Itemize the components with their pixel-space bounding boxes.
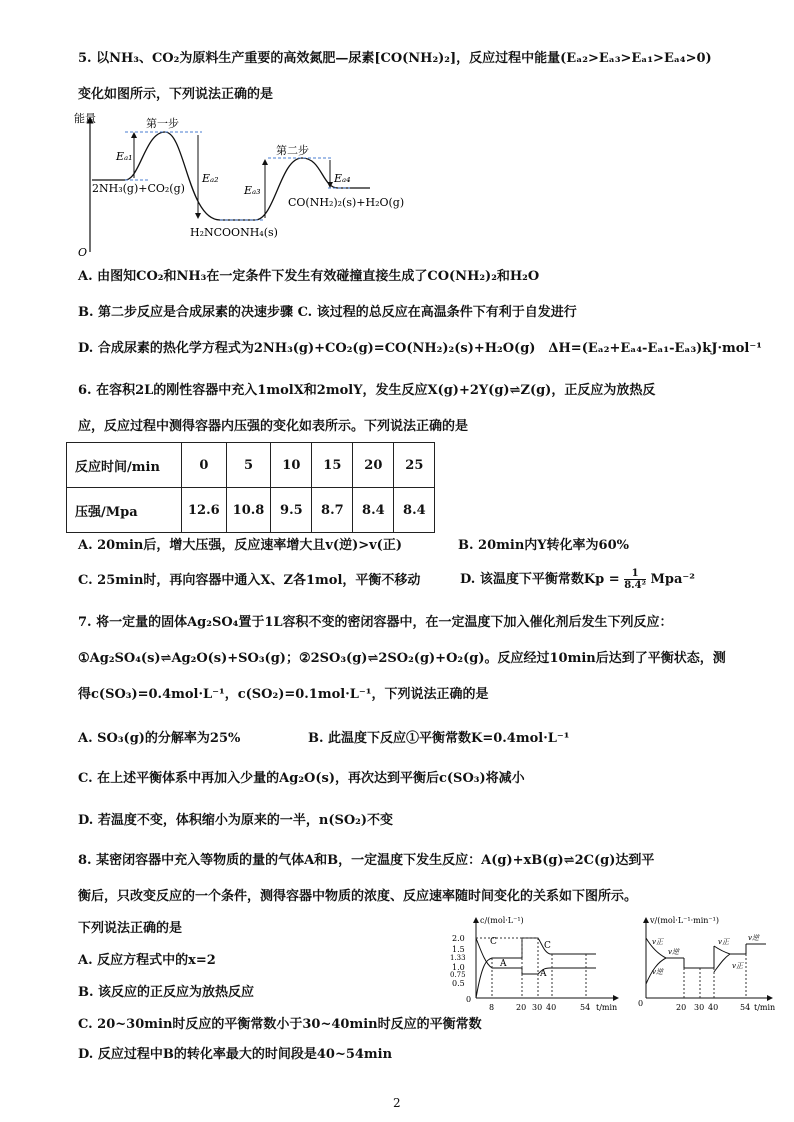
- g2-xtick: 40: [708, 1003, 719, 1012]
- kp-unit: Mpa⁻²: [650, 572, 695, 587]
- q8-option-a: A. 反应方程式中的x=2: [78, 953, 216, 968]
- g1-ytick: 2.0: [452, 934, 465, 943]
- table-cell: 0: [182, 443, 227, 488]
- q8-option-c: C. 20~30min时反应的平衡常数小于30~40min时反应的平衡常数: [78, 1017, 482, 1032]
- g1-ytick: 0.5: [452, 979, 465, 988]
- page-number: 2: [393, 1096, 401, 1110]
- q7-stem-line1: 7. 将一定量的固体Ag₂SO₄置于1L容积不变的密闭容器中，在一定温度下加入催化剂后发生下列反应：: [78, 615, 673, 630]
- q8-stem-line2: 衡后，只改变反应的一个条件，测得容器中物质的浓度、反应速率随时间变化的关系如下图所示。: [78, 889, 638, 904]
- y-axis-label: 能量: [74, 112, 96, 125]
- table-row: [67, 443, 435, 488]
- g1-ytick: 1.5: [452, 945, 465, 954]
- table-cell: 9.5: [271, 488, 312, 533]
- table-cell: 10: [271, 443, 312, 488]
- q6-stem-line2: 应，反应过程中测得容器内压强的变化如表所示。下列说法正确的是: [78, 419, 469, 434]
- g2-label: v正: [652, 938, 663, 946]
- q5-stem-line1: 5. 以NH₃、CO₂为原料生产重要的高效氮肥—尿素[CO(NH₂)₂]，反应过程中能量(Eₐ₂>Eₐ₃>Eₐ₁>Eₐ₄>0): [78, 51, 712, 66]
- q8-option-b: B. 该反应的正反应为放热反应: [78, 985, 255, 1000]
- table-row: [67, 488, 435, 533]
- table-cell: 20: [353, 443, 394, 488]
- g2-ylabel: v/(mol·L⁻¹·min⁻¹): [650, 916, 719, 925]
- kp-numerator: 1: [624, 568, 646, 580]
- pressure-table: [66, 442, 435, 533]
- q5-option-d: D. 合成尿素的热化学方程式为2NH₃(g)+CO₂(g)=CO(NH₂)₂(s)+H₂O(g) ΔH=(Eₐ₂+Eₐ₄-Eₐ₁-Eₐ₃)kJ·mol⁻¹: [78, 341, 762, 356]
- q6-stem-line1: 6. 在容积2L的刚性容器中充入1molX和2molY，发生反应X(g)+2Y(g)⇌Z(g)，正反应为放热反: [78, 383, 656, 398]
- table-cell: 8.7: [312, 488, 353, 533]
- q8-option-d: D. 反应过程中B的转化率最大的时间段是40~54min: [78, 1047, 393, 1062]
- kp-denominator: 8.4²: [624, 580, 646, 591]
- g2-xtick: 30: [694, 1003, 705, 1012]
- table-cell: 5: [226, 443, 271, 488]
- q6-option-a: A. 20min后，增大压强，反应速率增大且v(逆)>v(正): [78, 538, 402, 553]
- g2-xtick: 20: [676, 1003, 687, 1012]
- g2-label: v逆: [748, 934, 759, 942]
- intermediate-label: H₂NCOONH₄(s): [190, 226, 278, 239]
- g2-curve-v-reverse-2: [714, 946, 730, 954]
- table-cell: 8.4: [353, 488, 394, 533]
- q8-stem-line1: 8. 某密闭容器中充入等物质的量的气体A和B，一定温度下发生反应：A(g)+xB(g)⇌2C(g)达到平: [78, 853, 655, 868]
- g1-xtick: 54: [580, 1003, 591, 1012]
- g1-label-c: C: [490, 937, 497, 947]
- g1-ylabel: c/(mol·L⁻¹): [480, 916, 524, 925]
- rate-time-graph: [626, 914, 776, 1012]
- g1-xtick: 20: [516, 1003, 527, 1012]
- q7-stem-line2: ①Ag₂SO₄(s)⇌Ag₂O(s)+SO₃(g)；②2SO₃(g)⇌2SO₂(g)+O₂(g)。反应经过10min后达到了平衡状态，测: [78, 651, 726, 666]
- g2-label: v逆: [652, 968, 663, 976]
- g1-xtick: 40: [546, 1003, 557, 1012]
- concentration-time-graph: [446, 914, 622, 1012]
- g1-ytick: 1.0: [452, 963, 465, 972]
- origin-label: O: [78, 246, 88, 259]
- table-cell: 25: [394, 443, 435, 488]
- table-row-label: 压强/Mpa: [67, 488, 182, 533]
- step2-label: 第二步: [276, 144, 309, 157]
- g2-label: v正: [718, 938, 729, 946]
- kp-fraction: [624, 568, 646, 591]
- g1-xunit: t/min: [596, 1003, 618, 1012]
- step1-label: 第一步: [146, 117, 179, 130]
- g2-label: v逆: [668, 948, 679, 956]
- g1-xtick: 8: [489, 1003, 495, 1012]
- q7-option-b: B. 此温度下反应①平衡常数K=0.4mol·L⁻¹: [308, 731, 570, 746]
- q5-stem-line2: 变化如图所示，下列说法正确的是: [78, 87, 274, 102]
- q6-option-b: B. 20min内Y转化率为60%: [458, 538, 629, 553]
- g2-origin: 0: [638, 999, 644, 1008]
- g1-ytick: 1.33: [450, 954, 466, 962]
- q7-option-c: C. 在上述平衡体系中再加入少量的Ag₂O(s)，再次达到平衡后c(SO₃)将减小: [78, 771, 525, 786]
- q5-energy-diagram: [70, 110, 410, 260]
- reactants-label: 2NH₃(g)+CO₂(g): [92, 182, 185, 195]
- q5-option-a: A. 由图知CO₂和NH₃在一定条件下发生有效碰撞直接生成了CO(NH₂)₂和H₂O: [78, 269, 540, 284]
- g2-label: v正: [732, 962, 743, 970]
- q8-stem-line3: 下列说法正确的是: [78, 921, 183, 936]
- q5-option-bc: B. 第二步反应是合成尿素的决速步骤 C. 该过程的总反应在高温条件下有利于自发进行: [78, 305, 577, 320]
- q6-option-c: C. 25min时，再向容器中通入X、Z各1mol，平衡不移动: [78, 573, 421, 588]
- q7-option-a: A. SO₃(g)的分解率为25%: [78, 731, 241, 746]
- table-cell: 10.8: [226, 488, 271, 533]
- ea3-label: Eₐ₃: [244, 184, 261, 197]
- g1-ytick: 0.75: [450, 971, 466, 979]
- table-cell: 12.6: [182, 488, 227, 533]
- g1-ytick: 0: [466, 995, 472, 1004]
- ea4-label: Eₐ₄: [334, 172, 351, 185]
- products-label: CO(NH₂)₂(s)+H₂O(g): [288, 196, 405, 209]
- g2-xtick: 54: [740, 1003, 751, 1012]
- q7-stem-line3: 得c(SO₃)=0.4mol·L⁻¹，c(SO₂)=0.1mol·L⁻¹，下列说法正确的是: [78, 687, 489, 702]
- q6-option-d-prefix: D. 该温度下平衡常数Kp =: [460, 572, 620, 587]
- ea1-label: Eₐ₁: [116, 150, 133, 163]
- table-row-label: 反应时间/min: [67, 443, 182, 488]
- q6-option-d: [460, 566, 695, 594]
- ea2-label: Eₐ₂: [202, 172, 219, 185]
- table-cell: 15: [312, 443, 353, 488]
- q7-option-d: D. 若温度不变，体积缩小为原来的一半，n(SO₂)不变: [78, 813, 394, 828]
- g1-label-c2: C: [544, 941, 551, 951]
- g1-xtick: 30: [532, 1003, 543, 1012]
- g2-xunit: t/min: [754, 1003, 776, 1012]
- g1-label-a2: A: [540, 969, 547, 979]
- table-cell: 8.4: [394, 488, 435, 533]
- g1-label-a: A: [500, 959, 507, 969]
